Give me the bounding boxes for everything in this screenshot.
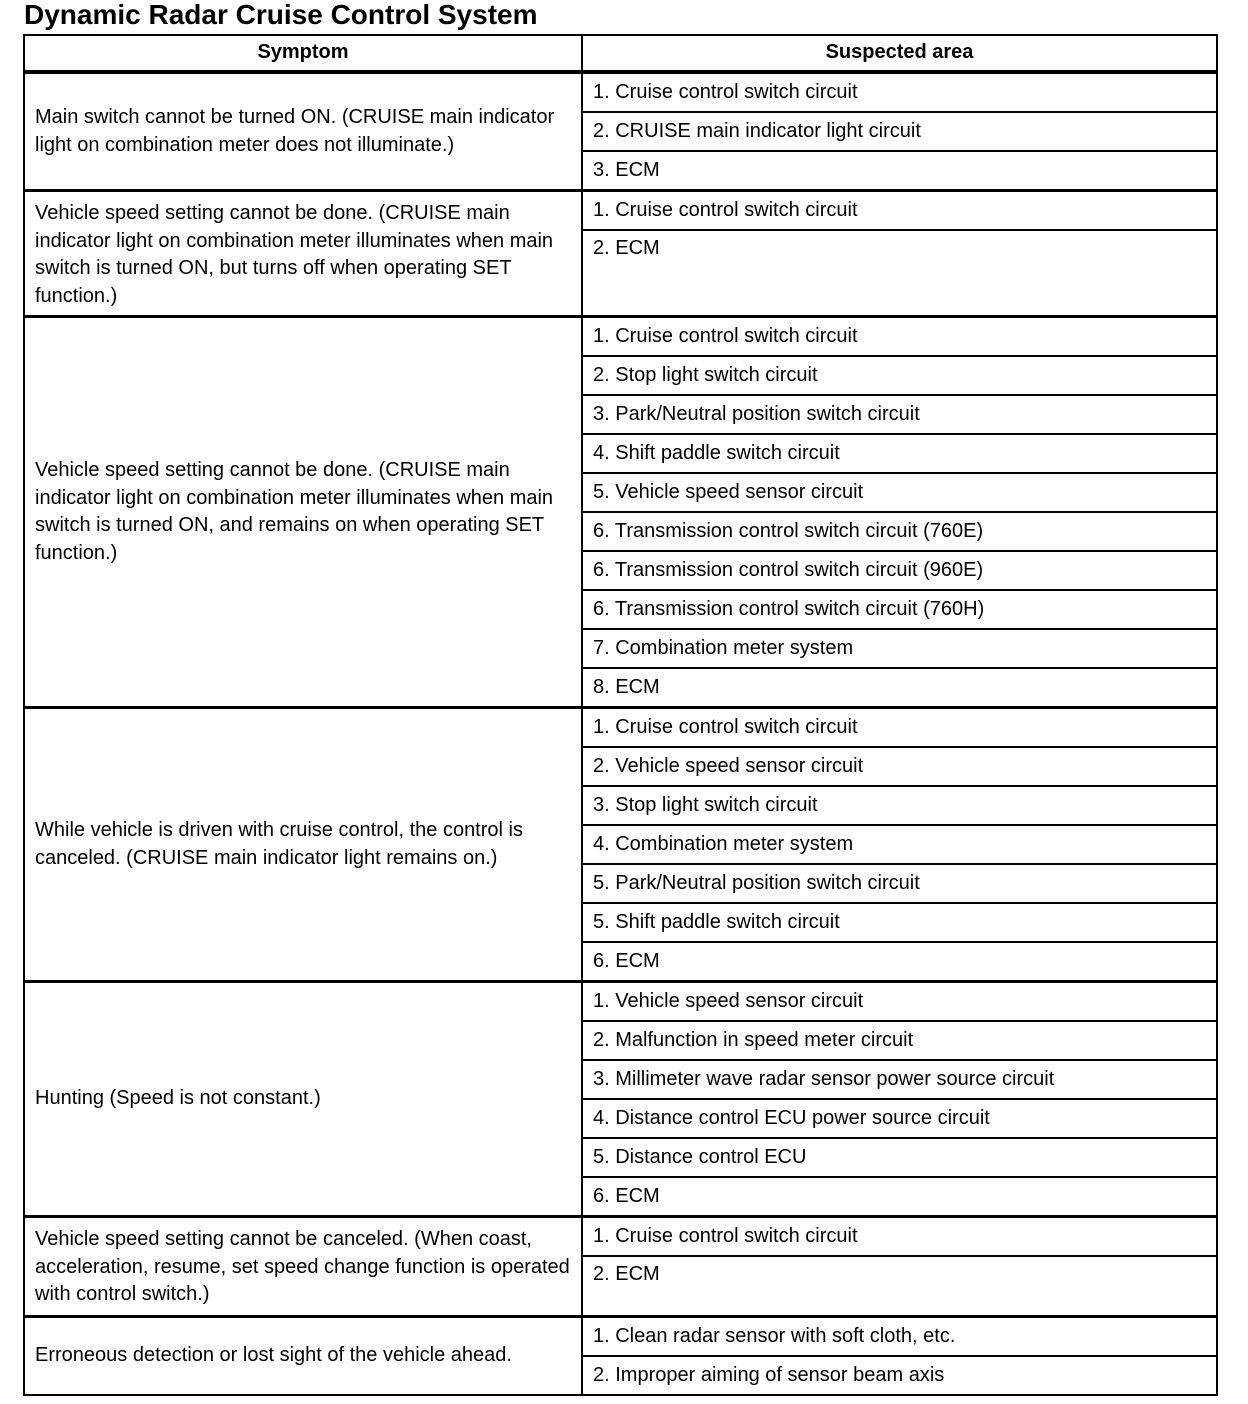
- suspected-area-cell: 1. Cruise control switch circuit: [582, 708, 1217, 748]
- table-row: [24, 1317, 1217, 1357]
- suspected-area-column-header: Suspected area: [582, 35, 1217, 72]
- suspected-area-cell: 2. Malfunction in speed meter circuit: [582, 1021, 1217, 1060]
- suspected-area-cell: 3. Stop light switch circuit: [582, 786, 1217, 825]
- symptom-cell: Hunting (Speed is not constant.): [24, 982, 582, 1217]
- suspected-area-cell: 1. Clean radar sensor with soft cloth, etc.: [582, 1317, 1217, 1357]
- suspected-area-cell: 5. Shift paddle switch circuit: [582, 903, 1217, 942]
- suspected-area-cell: 6. ECM: [582, 942, 1217, 982]
- suspected-area-cell: 3. Park/Neutral position switch circuit: [582, 395, 1217, 434]
- symptom-cell: Vehicle speed setting cannot be done. (CRUISE main indicator light on combination meter illuminates when main switch is turned ON, but turns off when operating SET function.): [24, 191, 582, 317]
- suspected-area-cell: 1. Cruise control switch circuit: [582, 72, 1217, 112]
- suspected-area-cell: 1. Vehicle speed sensor circuit: [582, 982, 1217, 1022]
- suspected-area-cell: 8. ECM: [582, 668, 1217, 708]
- header-row: [24, 35, 1217, 72]
- suspected-area-cell: 1. Cruise control switch circuit: [582, 191, 1217, 231]
- table-row: [24, 191, 1217, 231]
- suspected-area-cell: 7. Combination meter system: [582, 629, 1217, 668]
- suspected-area-cell: 3. Millimeter wave radar sensor power source circuit: [582, 1060, 1217, 1099]
- suspected-area-cell: 2. Improper aiming of sensor beam axis: [582, 1356, 1217, 1395]
- suspected-area-cell: 6. Transmission control switch circuit (760H): [582, 590, 1217, 629]
- symptom-cell: While vehicle is driven with cruise control, the control is canceled. (CRUISE main indicator light remains on.): [24, 708, 582, 982]
- suspected-area-cell: 5. Park/Neutral position switch circuit: [582, 864, 1217, 903]
- suspected-area-cell: 4. Combination meter system: [582, 825, 1217, 864]
- table-row: [24, 708, 1217, 748]
- symptom-column-header: Symptom: [24, 35, 582, 72]
- suspected-area-cell: 4. Shift paddle switch circuit: [582, 434, 1217, 473]
- suspected-area-cell: 6. Transmission control switch circuit (760E): [582, 512, 1217, 551]
- suspected-area-cell: 3. ECM: [582, 151, 1217, 191]
- suspected-area-cell: 2. ECM: [582, 230, 1217, 317]
- suspected-area-cell: 5. Vehicle speed sensor circuit: [582, 473, 1217, 512]
- suspected-area-cell: 2. Stop light switch circuit: [582, 356, 1217, 395]
- symptom-cell: Main switch cannot be turned ON. (CRUISE main indicator light on combination meter does not illuminate.): [24, 72, 582, 191]
- suspected-area-cell: 4. Distance control ECU power source circuit: [582, 1099, 1217, 1138]
- table-row: [24, 317, 1217, 357]
- table-row: [24, 72, 1217, 112]
- table-row: [24, 1217, 1217, 1257]
- suspected-area-cell: 1. Cruise control switch circuit: [582, 317, 1217, 357]
- table-row: [24, 982, 1217, 1022]
- symptom-cell: Erroneous detection or lost sight of the vehicle ahead.: [24, 1317, 582, 1396]
- symptom-cell: Vehicle speed setting cannot be canceled. (When coast, acceleration, resume, set speed change function is operated with control switch.): [24, 1217, 582, 1317]
- suspected-area-cell: 2. Vehicle speed sensor circuit: [582, 747, 1217, 786]
- suspected-area-cell: 6. Transmission control switch circuit (960E): [582, 551, 1217, 590]
- symptom-cell: Vehicle speed setting cannot be done. (CRUISE main indicator light on combination meter illuminates when main switch is turned ON, and remains on when operating SET function.): [24, 317, 582, 708]
- suspected-area-cell: 2. ECM: [582, 1256, 1217, 1317]
- suspected-area-cell: 2. CRUISE main indicator light circuit: [582, 112, 1217, 151]
- page-title: Dynamic Radar Cruise Control System: [24, 0, 538, 30]
- troubleshooting-table: [23, 34, 1218, 1396]
- suspected-area-cell: 6. ECM: [582, 1177, 1217, 1217]
- suspected-area-cell: 5. Distance control ECU: [582, 1138, 1217, 1177]
- suspected-area-cell: 1. Cruise control switch circuit: [582, 1217, 1217, 1257]
